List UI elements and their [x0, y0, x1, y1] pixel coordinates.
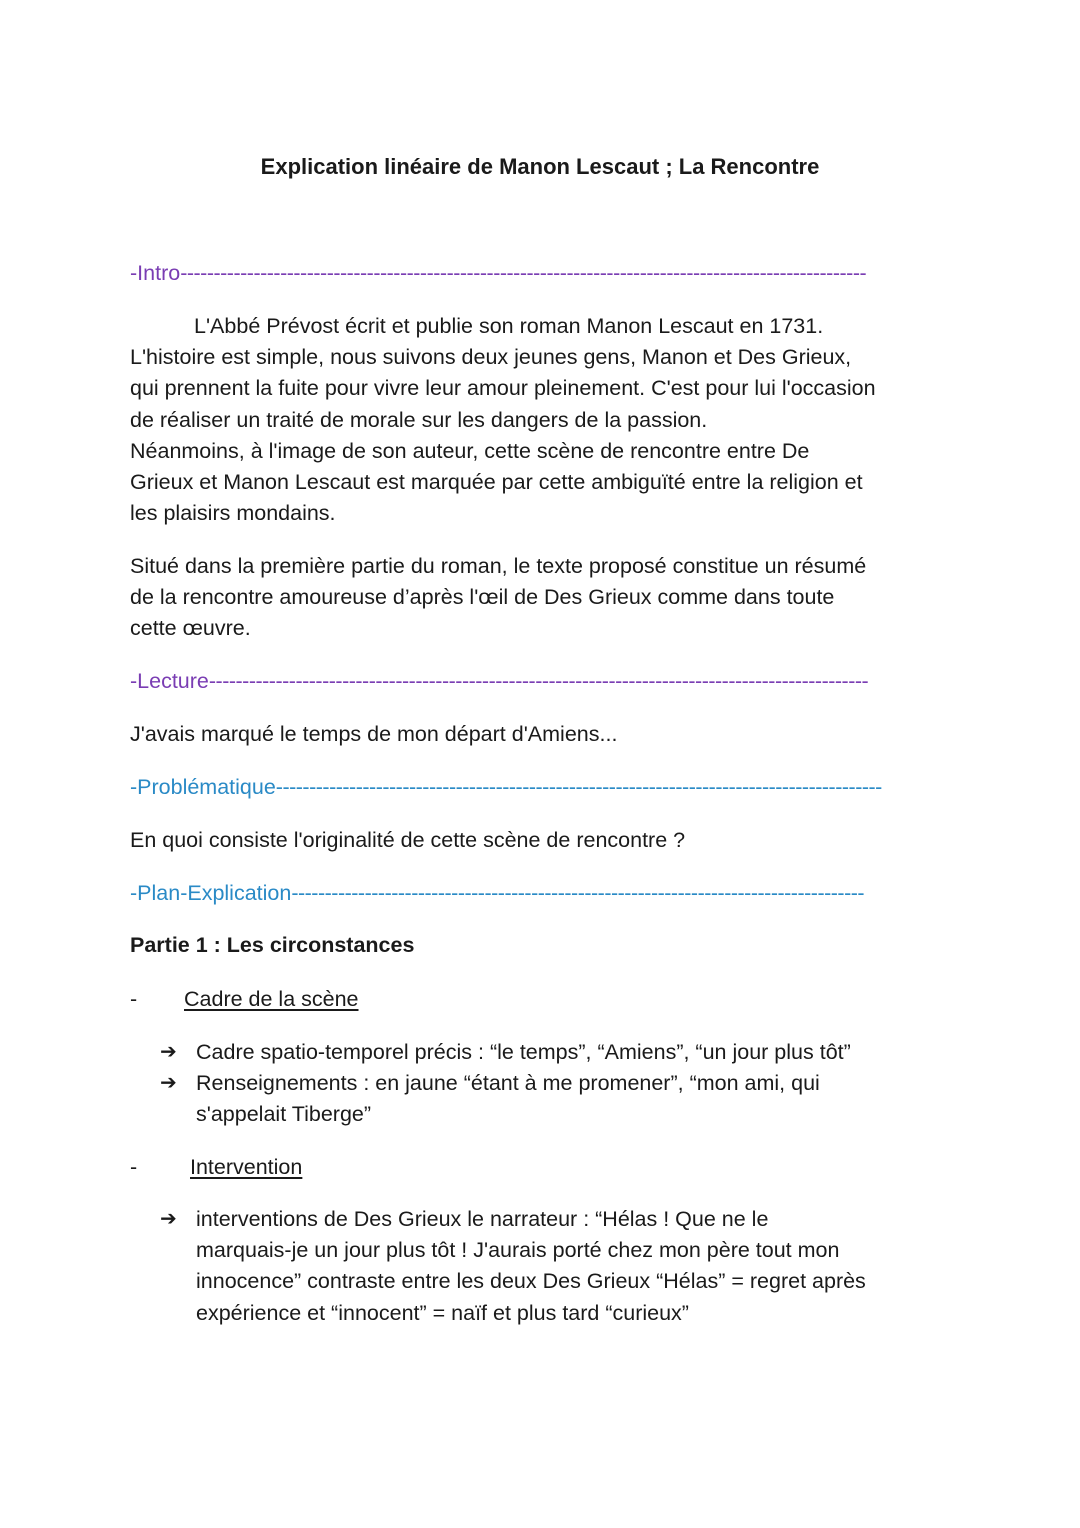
intro-paragraph-1: [130, 311, 960, 529]
text-line: L'histoire est simple, nous suivons deux jeunes gens, Manon et Des Grieux,: [130, 345, 852, 370]
section-label-lecture: -Lecture: [130, 669, 209, 693]
bullet-heading-intervention: Intervention: [190, 1155, 303, 1179]
text-line: Cadre spatio-temporel précis : “le temps”, “Amiens”, “un jour plus tôt”: [196, 1040, 851, 1064]
text-line: Renseignements : en jaune “étant à me promener”, “mon ami, qui: [196, 1071, 820, 1096]
text-line: En quoi consiste l'originalité de cette scène de rencontre ?: [130, 828, 686, 852]
cadre-arrow-list: [160, 1037, 960, 1131]
section-header-problematique: [130, 773, 942, 801]
bullet-intervention: [130, 1153, 302, 1181]
document-title: Explication linéaire de Manon Lescaut ; La Rencontre: [260, 154, 820, 179]
lecture-text: [130, 719, 960, 750]
text-line: Situé dans la première partie du roman, le texte proposé constitue un résumé: [130, 554, 867, 578]
text-line: Partie 1 : Les circonstances: [130, 933, 415, 957]
partie-1-heading: [130, 930, 960, 961]
section-label-intro: -Intro: [130, 261, 181, 285]
section-label-problematique: -Problématique: [130, 775, 276, 799]
text-line: cette œuvre.: [130, 616, 251, 641]
section-header-plan: [130, 879, 942, 907]
problematique-text: [130, 825, 960, 856]
section-label-plan: -Plan-Explication: [130, 881, 292, 905]
arrow-right-icon: ➔: [160, 1041, 177, 1063]
text-line: les plaisirs mondains.: [130, 501, 336, 526]
text-line: J'avais marqué le temps de mon départ d'Amiens...: [130, 722, 618, 746]
section-divider-plan: --------------------------------------------------------------------------------------: [291, 881, 865, 905]
list-item: [160, 1204, 960, 1329]
text-line: Néanmoins, à l'image de son auteur, cette scène de rencontre entre De: [130, 438, 810, 463]
section-divider-problematique: -------------------------------------------------------------------------------------------: [275, 775, 882, 799]
text-line: innocence” contraste entre les deux Des Grieux “Hélas” = regret après: [196, 1269, 866, 1294]
section-divider-intro: -------------------------------------------------------------------------------------------------------: [180, 261, 867, 285]
text-line: Grieux et Manon Lescaut est marquée par cette ambiguïté entre la religion et: [130, 470, 863, 495]
section-header-intro: [130, 259, 946, 287]
text-line: de la rencontre amoureuse d’après l'œil de Des Grieux comme dans toute: [130, 585, 835, 610]
text-line: qui prennent la fuite pour vivre leur amour pleinement. C'est pour lui l'occasion: [130, 376, 876, 401]
bullet-dash: -: [130, 987, 138, 1011]
section-header-lecture: [130, 667, 946, 695]
list-item: [160, 1068, 960, 1130]
text-line: s'appelait Tiberge”: [196, 1102, 372, 1127]
section-divider-lecture: ---------------------------------------------------------------------------------------------------: [208, 669, 869, 693]
arrow-right-icon: ➔: [160, 1208, 177, 1230]
bullet-heading-cadre: Cadre de la scène: [184, 987, 359, 1011]
list-item: [160, 1037, 960, 1068]
text-line: L'Abbé Prévost écrit et publie son roman Manon Lescaut en 1731.: [194, 314, 824, 338]
intro-paragraph-2: [130, 551, 960, 645]
bullet-cadre: [130, 985, 359, 1013]
text-line: expérience et “innocent” = naïf et plus tard “curieux”: [196, 1300, 689, 1325]
text-line: interventions de Des Grieux le narrateur : “Hélas ! Que ne le: [196, 1207, 769, 1231]
arrow-right-icon: ➔: [160, 1072, 177, 1095]
text-line: marquais-je un jour plus tôt ! J'aurais porté chez mon père tout mon: [196, 1238, 840, 1263]
text-line: de réaliser un traité de morale sur les dangers de la passion.: [130, 407, 708, 432]
intervention-arrow-list: [160, 1204, 960, 1329]
bullet-dash: -: [130, 1155, 138, 1179]
